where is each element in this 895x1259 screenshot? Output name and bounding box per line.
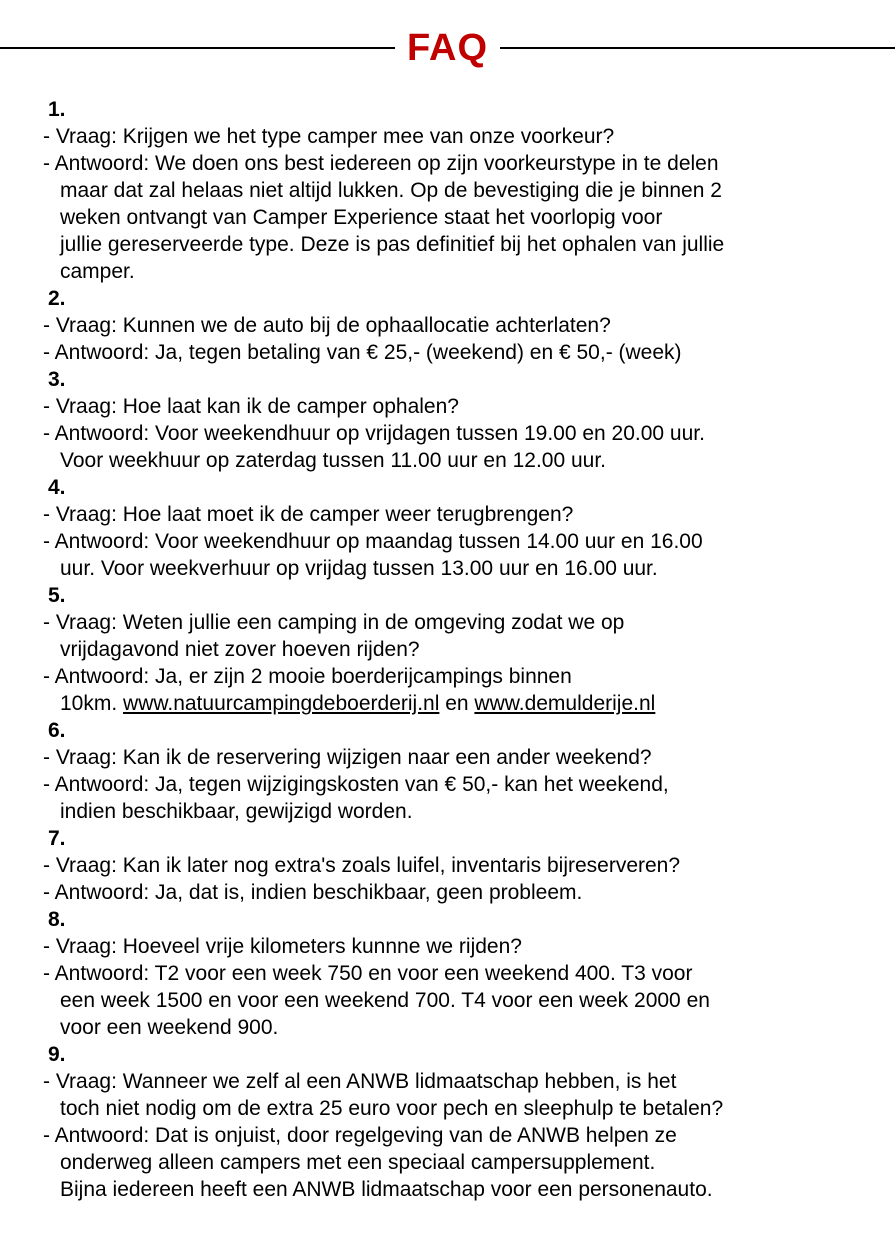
- answer-line: - Antwoord: T2 voor een week 750 en voor een weekend 400. T3 voor: [43, 962, 693, 985]
- answer-line: - Antwoord: Dat is onjuist, door regelgeving van de ANWB helpen ze: [43, 1124, 677, 1147]
- faq-item: [43, 717, 861, 825]
- text-segment: en: [439, 692, 475, 715]
- question-line: - Vraag: Kunnen we de auto bij de ophaallocatie achterlaten?: [43, 314, 611, 337]
- website-link[interactable]: www.natuurcampingdeboerderij.nl: [123, 692, 440, 715]
- answer-line: - Antwoord: Ja, er zijn 2 mooie boerderijcampings binnen: [43, 665, 572, 688]
- faq-item: [43, 825, 861, 906]
- faq-item: [43, 474, 861, 582]
- faq-item-number: 7.: [48, 827, 66, 850]
- question-line: - Vraag: Krijgen we het type camper mee van onze voorkeur?: [43, 125, 615, 148]
- faq-item: [43, 366, 861, 474]
- answer-line: voor een weekend 900.: [60, 1016, 279, 1039]
- answer-line: maar dat zal helaas niet altijd lukken. Op de bevestiging die je binnen 2: [60, 179, 722, 202]
- answer-line: [43, 690, 861, 717]
- answer-line: - Antwoord: Ja, tegen wijzigingskosten van € 50,- kan het weekend,: [43, 773, 669, 796]
- faq-list: [0, 70, 895, 1203]
- answer-line: jullie gereserveerde type. Deze is pas definitief bij het ophalen van jullie: [60, 233, 725, 256]
- question-line: - Vraag: Hoe laat moet ik de camper weer terugbrengen?: [43, 503, 574, 526]
- faq-item: [43, 96, 861, 285]
- answer-line: - Antwoord: Voor weekendhuur op maandag tussen 14.00 uur en 16.00: [43, 530, 703, 553]
- faq-item: [43, 906, 861, 1041]
- question-line: - Vraag: Kan ik later nog extra's zoals luifel, inventaris bijreserveren?: [43, 854, 681, 877]
- answer-line: Voor weekhuur op zaterdag tussen 11.00 uur en 12.00 uur.: [60, 449, 606, 472]
- answer-line: - Antwoord: Voor weekendhuur op vrijdagen tussen 19.00 en 20.00 uur.: [43, 422, 705, 445]
- faq-item: [43, 582, 861, 717]
- faq-item-number: 5.: [48, 584, 66, 607]
- question-line: - Vraag: Weten jullie een camping in de omgeving zodat we op: [43, 611, 625, 634]
- answer-line: een week 1500 en voor een weekend 700. T4 voor een week 2000 en: [60, 989, 710, 1012]
- header-rule-left: [0, 47, 395, 49]
- faq-item-number: 9.: [48, 1043, 66, 1066]
- answer-line: weken ontvangt van Camper Experience staat het voorlopig voor: [60, 206, 663, 229]
- faq-item-number: 1.: [48, 98, 66, 121]
- page-title: FAQ: [406, 27, 489, 69]
- question-line: - Vraag: Kan ik de reservering wijzigen naar een ander weekend?: [43, 746, 652, 769]
- answer-line: - Antwoord: Ja, tegen betaling van € 25,- (weekend) en € 50,- (week): [43, 341, 682, 364]
- faq-item-number: 8.: [48, 908, 66, 931]
- faq-item: [43, 285, 861, 366]
- answer-line: Bijna iedereen heeft een ANWB lidmaatschap voor een personenauto.: [60, 1178, 713, 1201]
- answer-line: - Antwoord: We doen ons best iedereen op zijn voorkeurstype in te delen: [43, 152, 719, 175]
- page-header: [0, 26, 895, 70]
- faq-item-number: 4.: [48, 476, 66, 499]
- question-line: - Vraag: Hoe laat kan ik de camper ophalen?: [43, 395, 459, 418]
- answer-line: camper.: [60, 260, 135, 283]
- question-line: vrijdagavond niet zover hoeven rijden?: [60, 638, 420, 661]
- website-link[interactable]: www.demulderije.nl: [474, 692, 656, 715]
- header-rule-right: [500, 47, 895, 49]
- answer-line: indien beschikbaar, gewijzigd worden.: [60, 800, 413, 823]
- answer-line: uur. Voor weekverhuur op vrijdag tussen 13.00 uur en 16.00 uur.: [60, 557, 658, 580]
- faq-item-number: 6.: [48, 719, 66, 742]
- faq-item-number: 3.: [48, 368, 66, 391]
- text-segment: 10km.: [60, 692, 124, 715]
- faq-item-number: 2.: [48, 287, 66, 310]
- answer-line: onderweg alleen campers met een speciaal campersupplement.: [60, 1151, 656, 1174]
- faq-item: [43, 1041, 861, 1203]
- answer-line: - Antwoord: Ja, dat is, indien beschikbaar, geen probleem.: [43, 881, 583, 904]
- question-line: - Vraag: Hoeveel vrije kilometers kunnne we rijden?: [43, 935, 522, 958]
- question-line: toch niet nodig om de extra 25 euro voor pech en sleephulp te betalen?: [60, 1097, 724, 1120]
- question-line: - Vraag: Wanneer we zelf al een ANWB lidmaatschap hebben, is het: [43, 1070, 677, 1093]
